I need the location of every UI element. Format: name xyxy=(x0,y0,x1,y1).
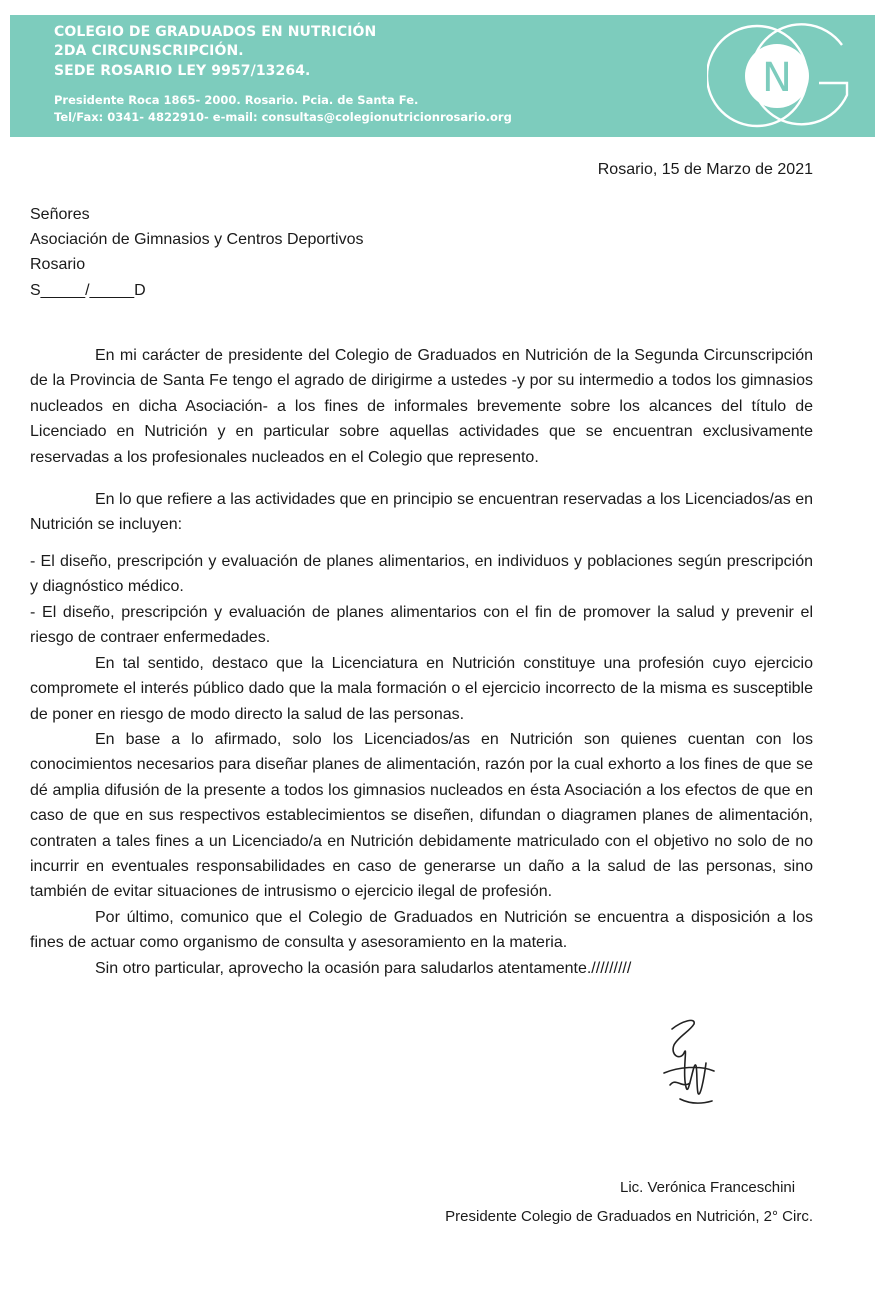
paragraph-activities: En lo que refiere a las actividades que en principio se encuentran reservadas a los Licenciados/as en Nutrición se incluyen: xyxy=(30,491,813,534)
letterhead-address: Presidente Roca 1865- 2000. Rosario. Pcia. de Santa Fe. xyxy=(54,93,419,107)
signatory-name: Lic. Verónica Franceschini xyxy=(620,1179,796,1196)
letterhead-subtitle: 2DA CIRCUNSCRIPCIÓN. xyxy=(54,43,244,59)
college-logo-icon xyxy=(707,15,855,137)
signatory-title: Presidente Colegio de Graduados en Nutrición, 2° Circ. xyxy=(445,1208,813,1225)
paragraph-introduction: En mi carácter de presidente del Colegio de Graduados en Nutrición de la Segunda Circunscripción de la Provincia de Santa Fe tengo el agrado de dirigirme a ustedes -y por su intermedio a todos los gimnasios nucleados en dicha Asociación- a los fines de informales brevemente sobre los alcances del título de Licenciado en Nutrición y en particular sobre aquellas actividades que se encuentran exclusivamente reservadas a los profesionales nucleados en el Colegio que represento. xyxy=(30,347,813,466)
list-item-activity-1: - El diseño, prescripción y evaluación de planes alimentarios, en individuos y poblaciones según prescripción y diagnóstico médico. xyxy=(30,553,813,596)
paragraph-exhortation: En base a lo afirmado, solo los Licenciados/as en Nutrición son quienes cuentan con los conocimientos necesarios para diseñar planes de alimentación, razón por la cual exhorto a los fines de que se dé amplia difusión de la presente a todos los gimnasios nucleados en ésta Asociación a los efectos de que en caso de que en sus respectivos establecimientos se diseñen, difundan o diagramen planes de alimentación, contraten a tales fines a un Licenciado/a en Nutrición debidamente matriculado con el objetivo no solo de no incurrir en eventuales responsabilidades en caso de generarse un daño a la salud de las personas, sino también de evitar situaciones de intrusismo o ejercicio ilegal de profesión. xyxy=(30,731,813,901)
paragraph-public-interest: En tal sentido, destaco que la Licenciatura en Nutrición constituye una profesión cuyo ejercicio compromete el interés público dado que la mala formación o el ejercicio incorrecto de la misma es susceptible de poner en riesgo de modo directo la salud de las personas. xyxy=(30,655,813,723)
recipient-salutation: Señores xyxy=(30,206,90,223)
letter-date: Rosario, 15 de Marzo de 2021 xyxy=(597,161,813,178)
handwritten-signature xyxy=(660,1015,720,1113)
recipient-sd: S_____/_____D xyxy=(30,282,146,299)
logo-letter: N xyxy=(762,55,792,101)
paragraph-availability: Por último, comunico que el Colegio de Graduados en Nutrición se encuentra a disposición a los fines de actuar como organismo de consulta y asesoramiento en la materia. xyxy=(30,909,813,952)
letterhead-seat: SEDE ROSARIO LEY 9957/13264. xyxy=(54,63,311,79)
letterhead-contact: Tel/Fax: 0341- 4822910- e-mail: consultas@colegionutricionrosario.org xyxy=(54,110,512,124)
paragraph-closing: Sin otro particular, aprovecho la ocasión para saludarlos atentamente.///////// xyxy=(95,960,632,977)
list-item-activity-2: - El diseño, prescripción y evaluación de planes alimentarios con el fin de promover la salud y prevenir el riesgo de contraer enfermedades. xyxy=(30,604,813,647)
recipient-organization: Asociación de Gimnasios y Centros Deportivos xyxy=(30,231,364,248)
recipient-city: Rosario xyxy=(30,256,86,273)
letterhead xyxy=(10,15,875,137)
letterhead-title: COLEGIO DE GRADUADOS EN NUTRICIÓN xyxy=(54,24,377,40)
